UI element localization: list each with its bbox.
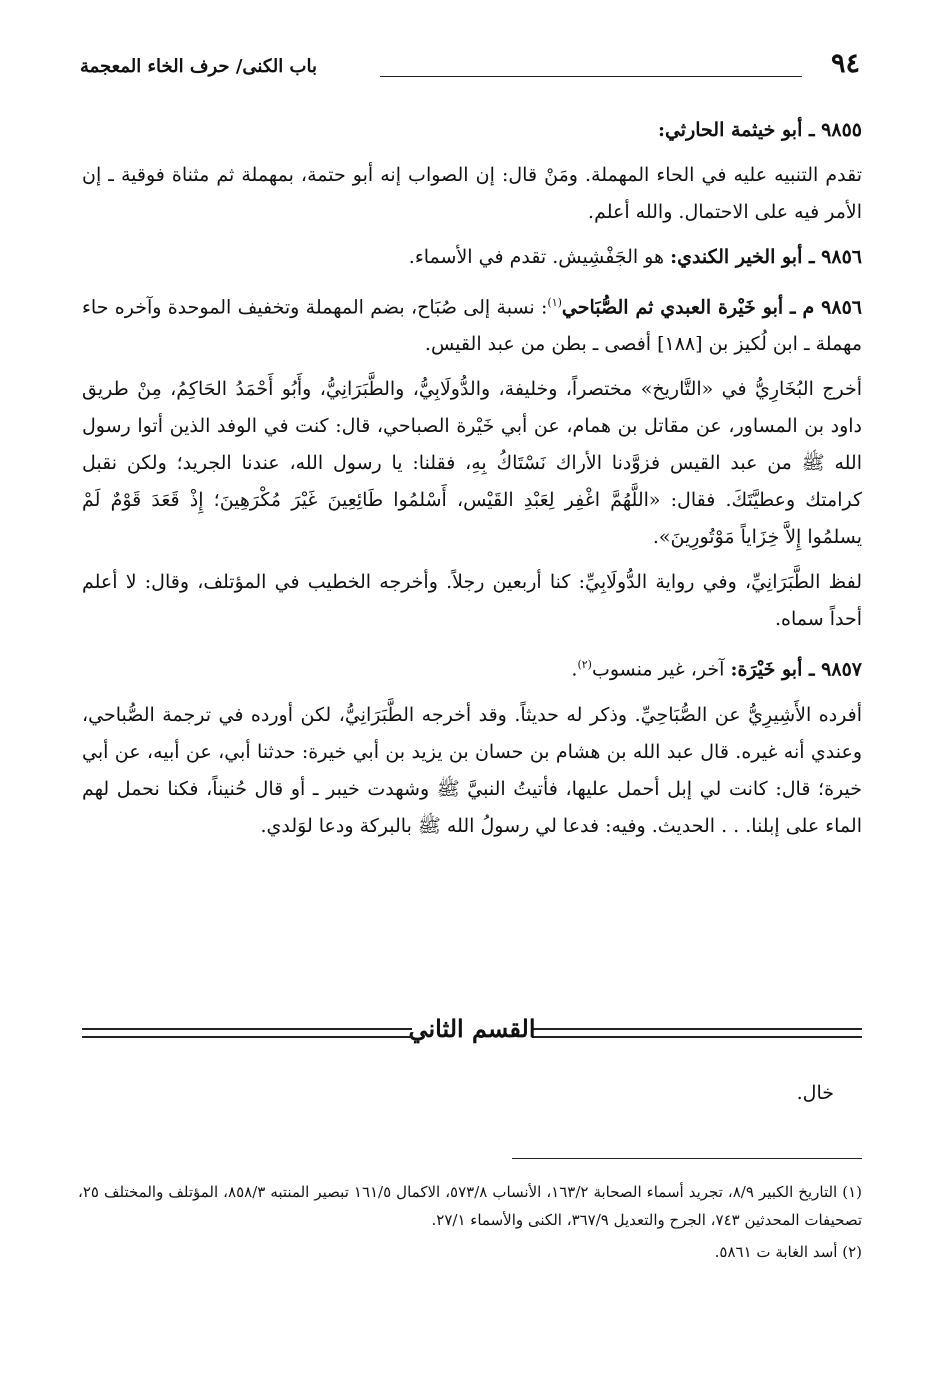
section-rule-left: [82, 1028, 412, 1038]
running-title: باب الكنى/ حرف الخاء المعجمة: [80, 56, 317, 77]
page-header: [80, 48, 860, 86]
section-title: القسم الثاني: [408, 1014, 536, 1043]
entry-9855-text: تقدم التنبيه عليه في الحاء المهملة. ومَنْ قال: إن الصواب إنه أبو حتمة، بمهملة ثم مثناة فوقية ـ إن الأمر فيه على الاحتمال. والله أعلم.: [82, 164, 862, 223]
main-text: [82, 112, 862, 853]
entry-9856m-hadith: أخرج البُخَارِيُّ في «التَّاريخ» مختصراً، وخليفة، والدُّولَابِيُّ، والطَّبَرَانِيُّ، وأَبُو أَحْمَدُ الحَاكِمُ، مِنْ طريق داود بن المساور، عن مقاتل بن همام، عن أبي خَيْرة الصباحي، قال: كنت في الوفد الذين أتوا رسول الله ﷺ من عبد القيس فزوَّدنا الأراك نَسْتَاكُ بِهِ، فقلنا: يا رسول الله، عندنا الجريد؛ ولكن نقبل كرامتك وعطيَّتَكَ. فقال: «اللَّهُمَّ اغْفِر لِعَبْدِ القَيْس، أَسْلمُوا طَائِعِينَ غَيْرَ مُكْرَهِينَ؛ إِذْ قَعَدَ قَوْمٌ لَمْ يسلمُوا إِلاَّ خِزَاياً مَوْتُورِينَ».: [82, 378, 862, 549]
page-number: ٩٤: [830, 48, 860, 79]
entry-9856m-note: لفظ الطَّبَرَانِيِّ، وفي رواية الدُّولَابِيِّ: كنا أربعين رجلاً. وأخرجه الخطيب في المؤتلف، وقال: لا أعلم أحداً سماه.: [82, 571, 862, 631]
entry-9856m: ٩٨٥٦ م ـ أبو خَيْرة العبدي ثم الصُّبَاحي$^{(١)}$: نسبة إلى صُبَاح، بضم المهملة وتخفيف الموحدة وآخره حاء مهملة ـ ابن لُكيز بن [١٨٨] أفصى ـ بطن من عبد القيس.: [82, 296, 862, 356]
footnote-1: (١) التاريخ الكبير ٨/٩، تجريد أسماء الصحابة ١٦٣/٢، الأنساب ٥٧٣/٨، الاكمال ١٦١/٥ تبصير المنتبه ٨٥٨/٣، المؤتلف والمختلف ٢٥، تصحيفات المحدثين ٧٤٣، الجرح والتعديل ٣٦٧/٩، الكنى والأسماء ٢٧/١.: [78, 1183, 863, 1229]
header-rule: [380, 76, 802, 77]
entry-9857-text: أفرده الأَشِيرِيُّ عن الصُّبَاحِيِّ. وذكر له حديثاً. وقد أخرجه الطَّبَرَانِيُّ، لكن أورده في ترجمة الصُّباحي، وعندي أنه غيره. قال عبد الله بن هشام بن حسان بن يزيد بن أبي خيرة: حدثنا أبي، عن أبيه، عن أبي خيرة؛ قال: كانت لي إبل أحمل عليها، فأتيتُ النبيَّ ﷺ وشهدت خيبر ـ أو قال حُنيناً، فكنا نحمل لهم الماء على إبلنا. . . الحديث. وفيه: فدعا لي رسولُ الله ﷺ بالبركة ودعا لوَلدي.: [82, 703, 862, 837]
entry-9855-heading: ٩٨٥٥ ـ أبو خيثمة الحارثي:: [657, 119, 862, 141]
entry-9857: ٩٨٥٧ ـ أبو خَيْرَة: آخر، غير منسوب$^{(٢)}$.: [571, 658, 862, 681]
footnote-ref-2: (٢): [577, 658, 592, 672]
footnotes: [78, 1178, 862, 1270]
entry-9856: ٩٨٥٦ ـ أبو الخير الكندي: هو الجَفْشِيش. تقدم في الأسماء.: [408, 246, 862, 268]
footnote-2: (٢) أسد الغابة ت ٥٨٦١.: [714, 1243, 862, 1261]
section-heading: [82, 1014, 862, 1054]
footnote-ref-1: (١): [547, 296, 562, 309]
footnote-rule: [512, 1158, 862, 1159]
section-text: خال.: [796, 1082, 834, 1104]
